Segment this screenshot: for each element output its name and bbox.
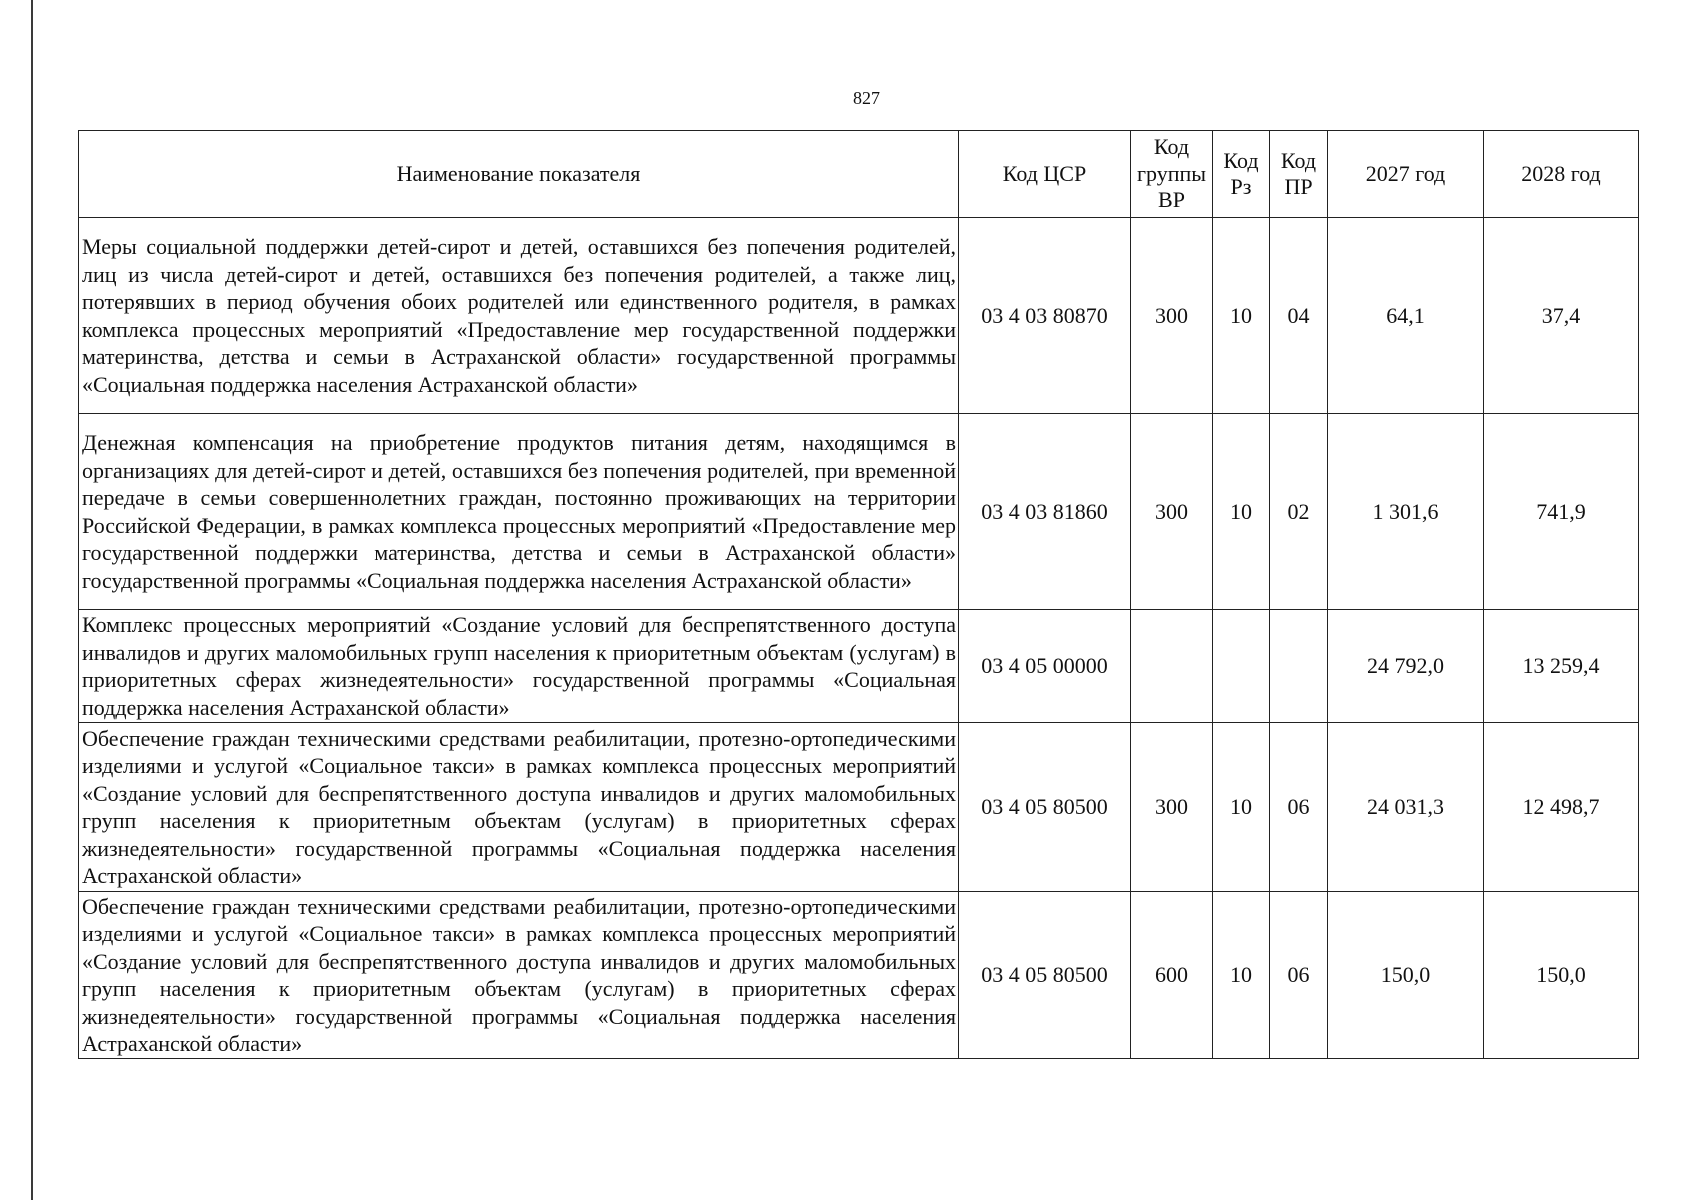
cell-vr: 300 xyxy=(1131,218,1213,414)
table-row xyxy=(79,414,1639,610)
cell-pr: 02 xyxy=(1270,414,1328,610)
cell-csr: 03 4 05 80500 xyxy=(959,723,1131,892)
header-2027: 2027 год xyxy=(1328,131,1484,218)
cell-2027: 24 792,0 xyxy=(1328,610,1484,723)
scan-margin-line xyxy=(31,0,33,1200)
header-2028: 2028 год xyxy=(1484,131,1639,218)
cell-name: Меры социальной поддержки детей-сирот и детей, оставшихся без попечения родителей, лиц из числа детей-сирот и детей, оставшихся без попечения родителей, а также лиц, потерявших в период обучения обоих родителей или единственного родителя, в рамках комплекса процессных мероприятий «Предоставление мер государственной поддержки материнства, детства и семьи в Астраханской области» государственной программы «Социальная поддержка населения Астраханской области» xyxy=(79,218,959,414)
cell-rz xyxy=(1213,610,1270,723)
cell-2028: 150,0 xyxy=(1484,892,1639,1059)
cell-2027: 64,1 xyxy=(1328,218,1484,414)
cell-name: Обеспечение граждан техническими средствами реабилитации, протезно-ортопедическими изделиями и услугой «Социальное такси» в рамках комплекса процессных мероприятий «Создание условий для беспрепятственного доступа инвалидов и других маломобильных групп населения к приоритетным объектам (услугам) в приоритетных сферах жизнедеятельности» государственной программы «Социальная поддержка населения Астраханской области» xyxy=(79,892,959,1059)
cell-2028: 12 498,7 xyxy=(1484,723,1639,892)
cell-vr xyxy=(1131,610,1213,723)
cell-name: Обеспечение граждан техническими средствами реабилитации, протезно-ортопедическими изделиями и услугой «Социальное такси» в рамках комплекса процессных мероприятий «Создание условий для беспрепятственного доступа инвалидов и других маломобильных групп населения к приоритетным объектам (услугам) в приоритетных сферах жизнедеятельности» государственной программы «Социальная поддержка населения Астраханской области» xyxy=(79,723,959,892)
cell-rz: 10 xyxy=(1213,414,1270,610)
table-header-row xyxy=(79,131,1639,218)
header-vr: Код группы ВР xyxy=(1131,131,1213,218)
page-number-text: 827 xyxy=(853,88,880,108)
cell-rz: 10 xyxy=(1213,218,1270,414)
cell-2028: 37,4 xyxy=(1484,218,1639,414)
table-row xyxy=(79,892,1639,1059)
cell-pr xyxy=(1270,610,1328,723)
cell-name: Денежная компенсация на приобретение продуктов питания детям, находящимся в организациях для детей-сирот и детей, оставшихся без попечения родителей, при временной передаче в семьи совершеннолетних граждан, постоянно проживающих на территории Российской Федерации, в рамках комплекса процессных мероприятий «Предоставление мер государственной поддержки материнства, детства и семьи в Астраханской области» государственной программы «Социальная поддержка населения Астраханской области» xyxy=(79,414,959,610)
cell-vr: 300 xyxy=(1131,414,1213,610)
page-number xyxy=(0,88,1697,109)
cell-pr: 04 xyxy=(1270,218,1328,414)
cell-rz: 10 xyxy=(1213,892,1270,1059)
cell-pr: 06 xyxy=(1270,892,1328,1059)
cell-2027: 1 301,6 xyxy=(1328,414,1484,610)
cell-2028: 13 259,4 xyxy=(1484,610,1639,723)
cell-vr: 600 xyxy=(1131,892,1213,1059)
header-csr: Код ЦСР xyxy=(959,131,1131,218)
cell-csr: 03 4 05 00000 xyxy=(959,610,1131,723)
cell-2027: 24 031,3 xyxy=(1328,723,1484,892)
header-rz: Код Рз xyxy=(1213,131,1270,218)
cell-pr: 06 xyxy=(1270,723,1328,892)
budget-table xyxy=(78,130,1639,1059)
cell-csr: 03 4 03 81860 xyxy=(959,414,1131,610)
cell-2028: 741,9 xyxy=(1484,414,1639,610)
table-row xyxy=(79,610,1639,723)
cell-2027: 150,0 xyxy=(1328,892,1484,1059)
table-row xyxy=(79,218,1639,414)
cell-rz: 10 xyxy=(1213,723,1270,892)
table-row xyxy=(79,723,1639,892)
header-pr: Код ПР xyxy=(1270,131,1328,218)
header-name: Наименование показателя xyxy=(79,131,959,218)
cell-csr: 03 4 03 80870 xyxy=(959,218,1131,414)
cell-csr: 03 4 05 80500 xyxy=(959,892,1131,1059)
cell-vr: 300 xyxy=(1131,723,1213,892)
cell-name: Комплекс процессных мероприятий «Создание условий для беспрепятственного доступа инвалидов и других маломобильных групп населения к приоритетным объектам (услугам) в приоритетных сферах жизнедеятельности» государственной программы «Социальная поддержка населения Астраханской области» xyxy=(79,610,959,723)
